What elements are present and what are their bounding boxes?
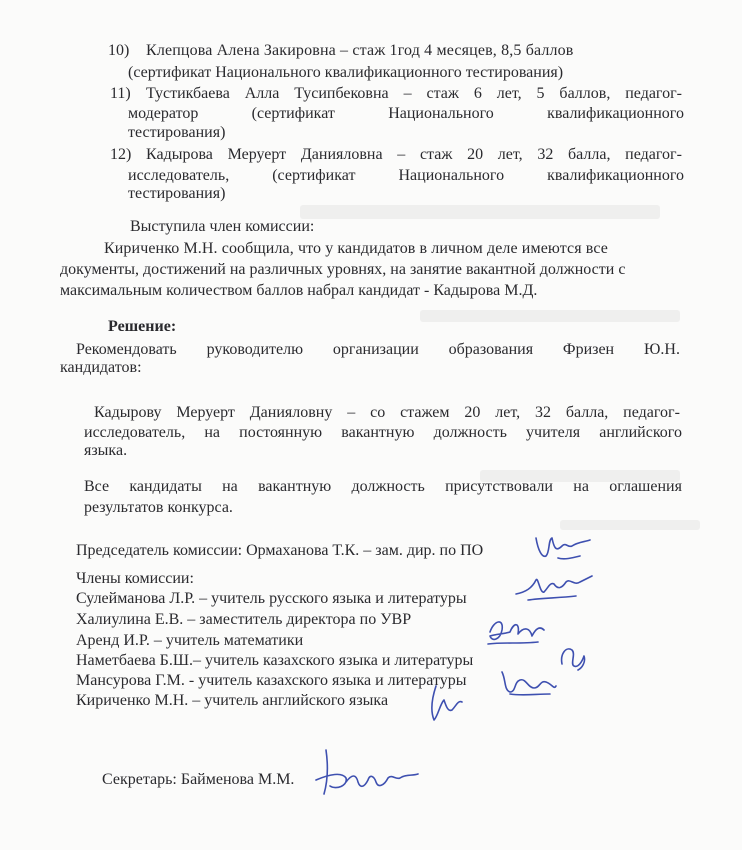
- word: 6: [473, 85, 482, 102]
- decision-heading: Решение:: [108, 318, 177, 335]
- word: лет,: [496, 85, 522, 102]
- candidate-12-number: 12): [110, 146, 132, 163]
- candidate-11-line1: [146, 85, 682, 103]
- word: постоянную: [239, 424, 323, 441]
- word: модератор: [128, 105, 199, 122]
- word: исследователь,: [128, 167, 230, 184]
- word: стажем: [400, 404, 450, 421]
- word: 32: [534, 404, 551, 421]
- candidate-10-line2: (сертификат Национального квалификационного тестирования): [128, 64, 564, 81]
- word: педагог-: [625, 146, 682, 163]
- word: руководителю: [206, 341, 304, 358]
- word: (сертификат: [272, 167, 356, 184]
- decision-line1: [76, 341, 680, 359]
- word: Меруерт: [176, 404, 235, 421]
- show-through-mark: [420, 310, 680, 322]
- word: стаж: [419, 146, 453, 163]
- member-line: Сулейманова Л.Р. – учитель русского языка и литературы: [76, 590, 467, 607]
- word: лет,: [495, 404, 521, 421]
- word: английского: [599, 424, 682, 441]
- word: 32: [537, 146, 554, 163]
- word: Национального: [398, 167, 505, 184]
- word: со: [370, 404, 386, 421]
- word: балла,: [568, 146, 611, 163]
- chair-signature: [528, 528, 598, 568]
- speaker-line3: максимальным количеством баллов набрал кандидат - Кадырова М.Д.: [60, 282, 538, 299]
- word: педагог-: [623, 404, 680, 421]
- word: Данияловна: [300, 146, 383, 163]
- candidate-12-line1: [146, 146, 682, 164]
- word: балла,: [565, 404, 609, 421]
- word: Национального: [388, 105, 494, 122]
- recommendation-line3: языка.: [84, 442, 128, 459]
- word: должность: [351, 478, 425, 495]
- word: 20: [467, 146, 484, 163]
- word: Данияловну: [249, 404, 333, 421]
- member-line: Аренд И.Р. – учитель математики: [76, 632, 304, 649]
- word: баллов,: [559, 85, 611, 102]
- word: (сертификат: [251, 105, 335, 122]
- candidate-11-line2: [128, 105, 684, 123]
- decision-line2: кандидатов:: [60, 359, 142, 376]
- member-signature-4: [496, 664, 560, 704]
- member-line: Наметбаева Б.Ш.– учитель казахского языка и литературы: [76, 652, 474, 669]
- candidate-11-line3: тестирования): [128, 124, 226, 141]
- word: организации: [332, 341, 419, 358]
- recommendation-line1: [94, 404, 680, 422]
- members-heading: Члены комиссии:: [76, 570, 194, 587]
- word: исследователь,: [84, 424, 186, 441]
- word: –: [347, 404, 356, 421]
- member-signature-2: [480, 612, 550, 652]
- word: оглашения: [609, 478, 682, 495]
- member-line: Халиулина Е.В. – заместитель директора по УВР: [76, 611, 412, 628]
- candidate-12-line3: тестирования): [128, 185, 226, 202]
- candidate-10-line1: Клепцова Алена Закировна – стаж 1год 4 месяцев, 8,5 баллов: [146, 42, 574, 59]
- word: –: [397, 146, 406, 163]
- word: Фризен: [562, 341, 615, 358]
- word: Меруерт: [227, 146, 287, 163]
- member-signature-5: [420, 680, 470, 728]
- word: кандидаты: [129, 478, 202, 495]
- speaker-line1: Кириченко М.Н. сообщила, что у кандидатов в личном деле имеются все: [104, 240, 608, 257]
- word: вакантную: [258, 478, 332, 495]
- word: Ю.Н.: [643, 341, 680, 358]
- word: Тустикбаева: [146, 85, 230, 102]
- word: лет,: [497, 146, 523, 163]
- all-candidates-line2: результатов конкурса.: [84, 499, 233, 516]
- candidate-12-line2: [128, 167, 684, 185]
- word: на: [222, 478, 238, 495]
- word: учителя: [526, 424, 581, 441]
- speaker-line2: документы, достижений на различных уровнях, на занятие вакантной должности с: [60, 261, 626, 278]
- candidate-10-number: 10): [108, 42, 130, 59]
- word: квалификационного: [547, 167, 684, 184]
- word: –: [403, 85, 412, 102]
- word: на: [204, 424, 220, 441]
- all-candidates-line1: [84, 478, 682, 496]
- show-through-mark: [300, 205, 660, 219]
- word: педагог-: [625, 85, 682, 102]
- word: образования: [448, 341, 534, 358]
- word: Тусипбековна: [294, 85, 389, 102]
- word: Алла: [244, 85, 280, 102]
- member-line: Мансурова Г.М. - учитель казахского языка и литературы: [76, 672, 467, 689]
- word: вакантную: [341, 424, 415, 441]
- recommendation-line2: [84, 424, 682, 442]
- word: должность: [433, 424, 507, 441]
- word: квалификационного: [547, 105, 684, 122]
- member-line: Кириченко М.Н. – учитель английского языка: [76, 692, 389, 709]
- word: Все: [84, 478, 110, 495]
- word: присутствовали: [445, 478, 553, 495]
- word: 20: [464, 404, 481, 421]
- word: Кадырову: [94, 404, 162, 421]
- word: стаж: [426, 85, 459, 102]
- word: Кадырова: [146, 146, 213, 163]
- speaker-heading: Выступила член комиссии:: [130, 218, 315, 235]
- secretary-line: Секретарь: Байменова М.М.: [102, 771, 295, 788]
- word: на: [573, 478, 589, 495]
- chair-line: Председатель комиссии: Ормаханова Т.К. – зам. дир. по ПО: [76, 542, 484, 559]
- candidate-11-number: 11): [110, 85, 131, 102]
- secretary-signature: [306, 744, 426, 804]
- word: 5: [536, 85, 545, 102]
- member-signature-1: [508, 568, 598, 608]
- word: Рекомендовать: [76, 341, 177, 358]
